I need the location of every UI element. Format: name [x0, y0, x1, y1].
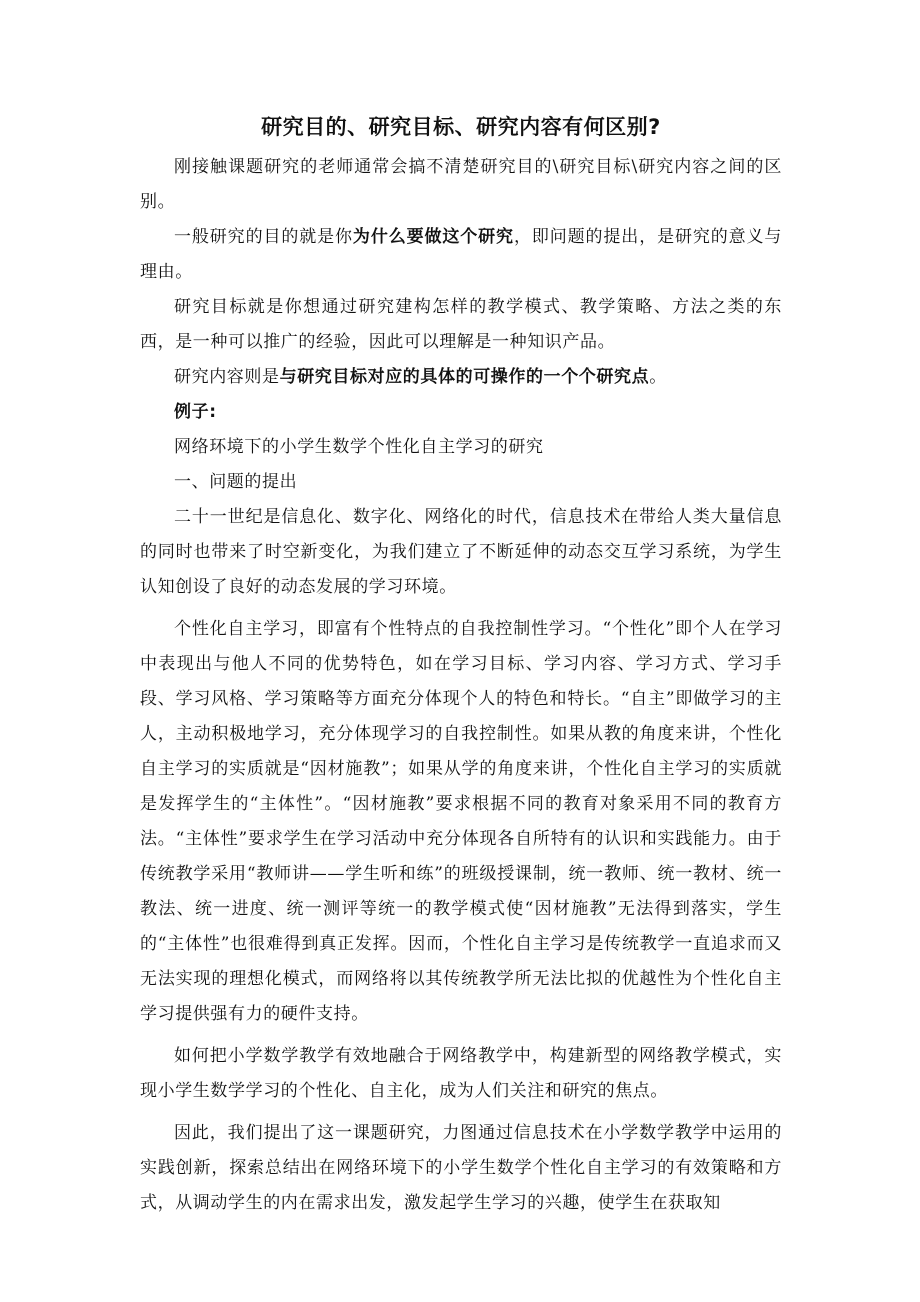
text-segment: 研究内容则是: [174, 367, 280, 387]
text-segment: 。: [649, 367, 667, 387]
example-title: 网络环境下的小学生数学个性化自主学习的研究: [174, 437, 544, 457]
paragraph-personalized-learning: 个性化自主学习，即富有个性特点的自我控制性学习。“个性化”即个人在学习中表现出与他人不同的优势特色，如在学习目标、学习内容、学习方式、学习手段、学习风格、学习策略等方面充分体现个人的特色和特长。“自主”即做学习的主人，主动积极地学习，充分体现学习的自我控制性。如果从教的角度来讲，个性化自主学习的实质就是“因材施教”；如果从学的角度来讲，个性化自主学习的实质就是发挥学生的“主体性”。“因材施教”要求根据不同的教育对象采用不同的教育方法。“主体性”要求学生在学习活动中充分体现各自所特有的认识和实践能力。由于传统教学采用“教师讲——学生听和练”的班级授课制，统一教师、统一教材、统一教法、统一进度、统一测评等统一的教学模式使“因材施教”无法得到落实，学生的“主体性”也很难得到真正发挥。因而，个性化自主学习是传统教学一直追求而又无法实现的理想化模式，而网络将以其传统教学所无法比拟的优越性为个性化自主学习提供强有力的硬件支持。: [140, 619, 782, 1024]
document-page: [140, 112, 782, 1221]
paragraph-research-content: [140, 360, 782, 395]
paragraph-background: 二十一世纪是信息化、数字化、网络化的时代，信息技术在带给人类大量信息的同时也带来了时空新变化，为我们建立了不断延伸的动态交互学习系统，为学生认知创设了良好的动态发展的学习环境。: [140, 507, 782, 597]
paragraph-research-purpose: [140, 220, 782, 290]
paragraph-intro: 刚接触课题研究的老师通常会搞不清楚研究目的\研究目标\研究内容之间的区别。: [140, 157, 782, 212]
paragraph-research-goal: 研究目标就是你想通过研究建构怎样的教学模式、教学策略、方法之类的东西，是一种可以推广的经验，因此可以理解是一种知识产品。: [140, 297, 782, 352]
paragraph-integration: 如何把小学数学教学有效地融合于网络教学中，构建新型的网络教学模式，实现小学生数学学习的个性化、自主化，成为人们关注和研究的焦点。: [140, 1046, 782, 1101]
bold-emphasis: 与研究目标对应的具体的可操作的一个个研究点: [279, 367, 650, 387]
bold-emphasis: 为什么要做这个研究: [352, 227, 514, 247]
text-segment: ，即问题的提出，是研究的意义与理由。: [140, 227, 783, 282]
text-segment: 一般研究的目的就是你: [174, 227, 353, 247]
example-heading: 例子:: [174, 402, 217, 422]
document-title: 研究目的、研究目标、研究内容有何区别?: [261, 115, 661, 139]
section-heading: 一、问题的提出: [174, 472, 298, 492]
paragraph-conclusion: 因此，我们提出了这一课题研究，力图通过信息技术在小学数学教学中运用的实践创新，探索总结出在网络环境下的小学生数学个性化自主学习的有效策略和方式，从调动学生的内在需求出发，激发起学生学习的兴趣，使学生在获取知: [140, 1123, 782, 1213]
